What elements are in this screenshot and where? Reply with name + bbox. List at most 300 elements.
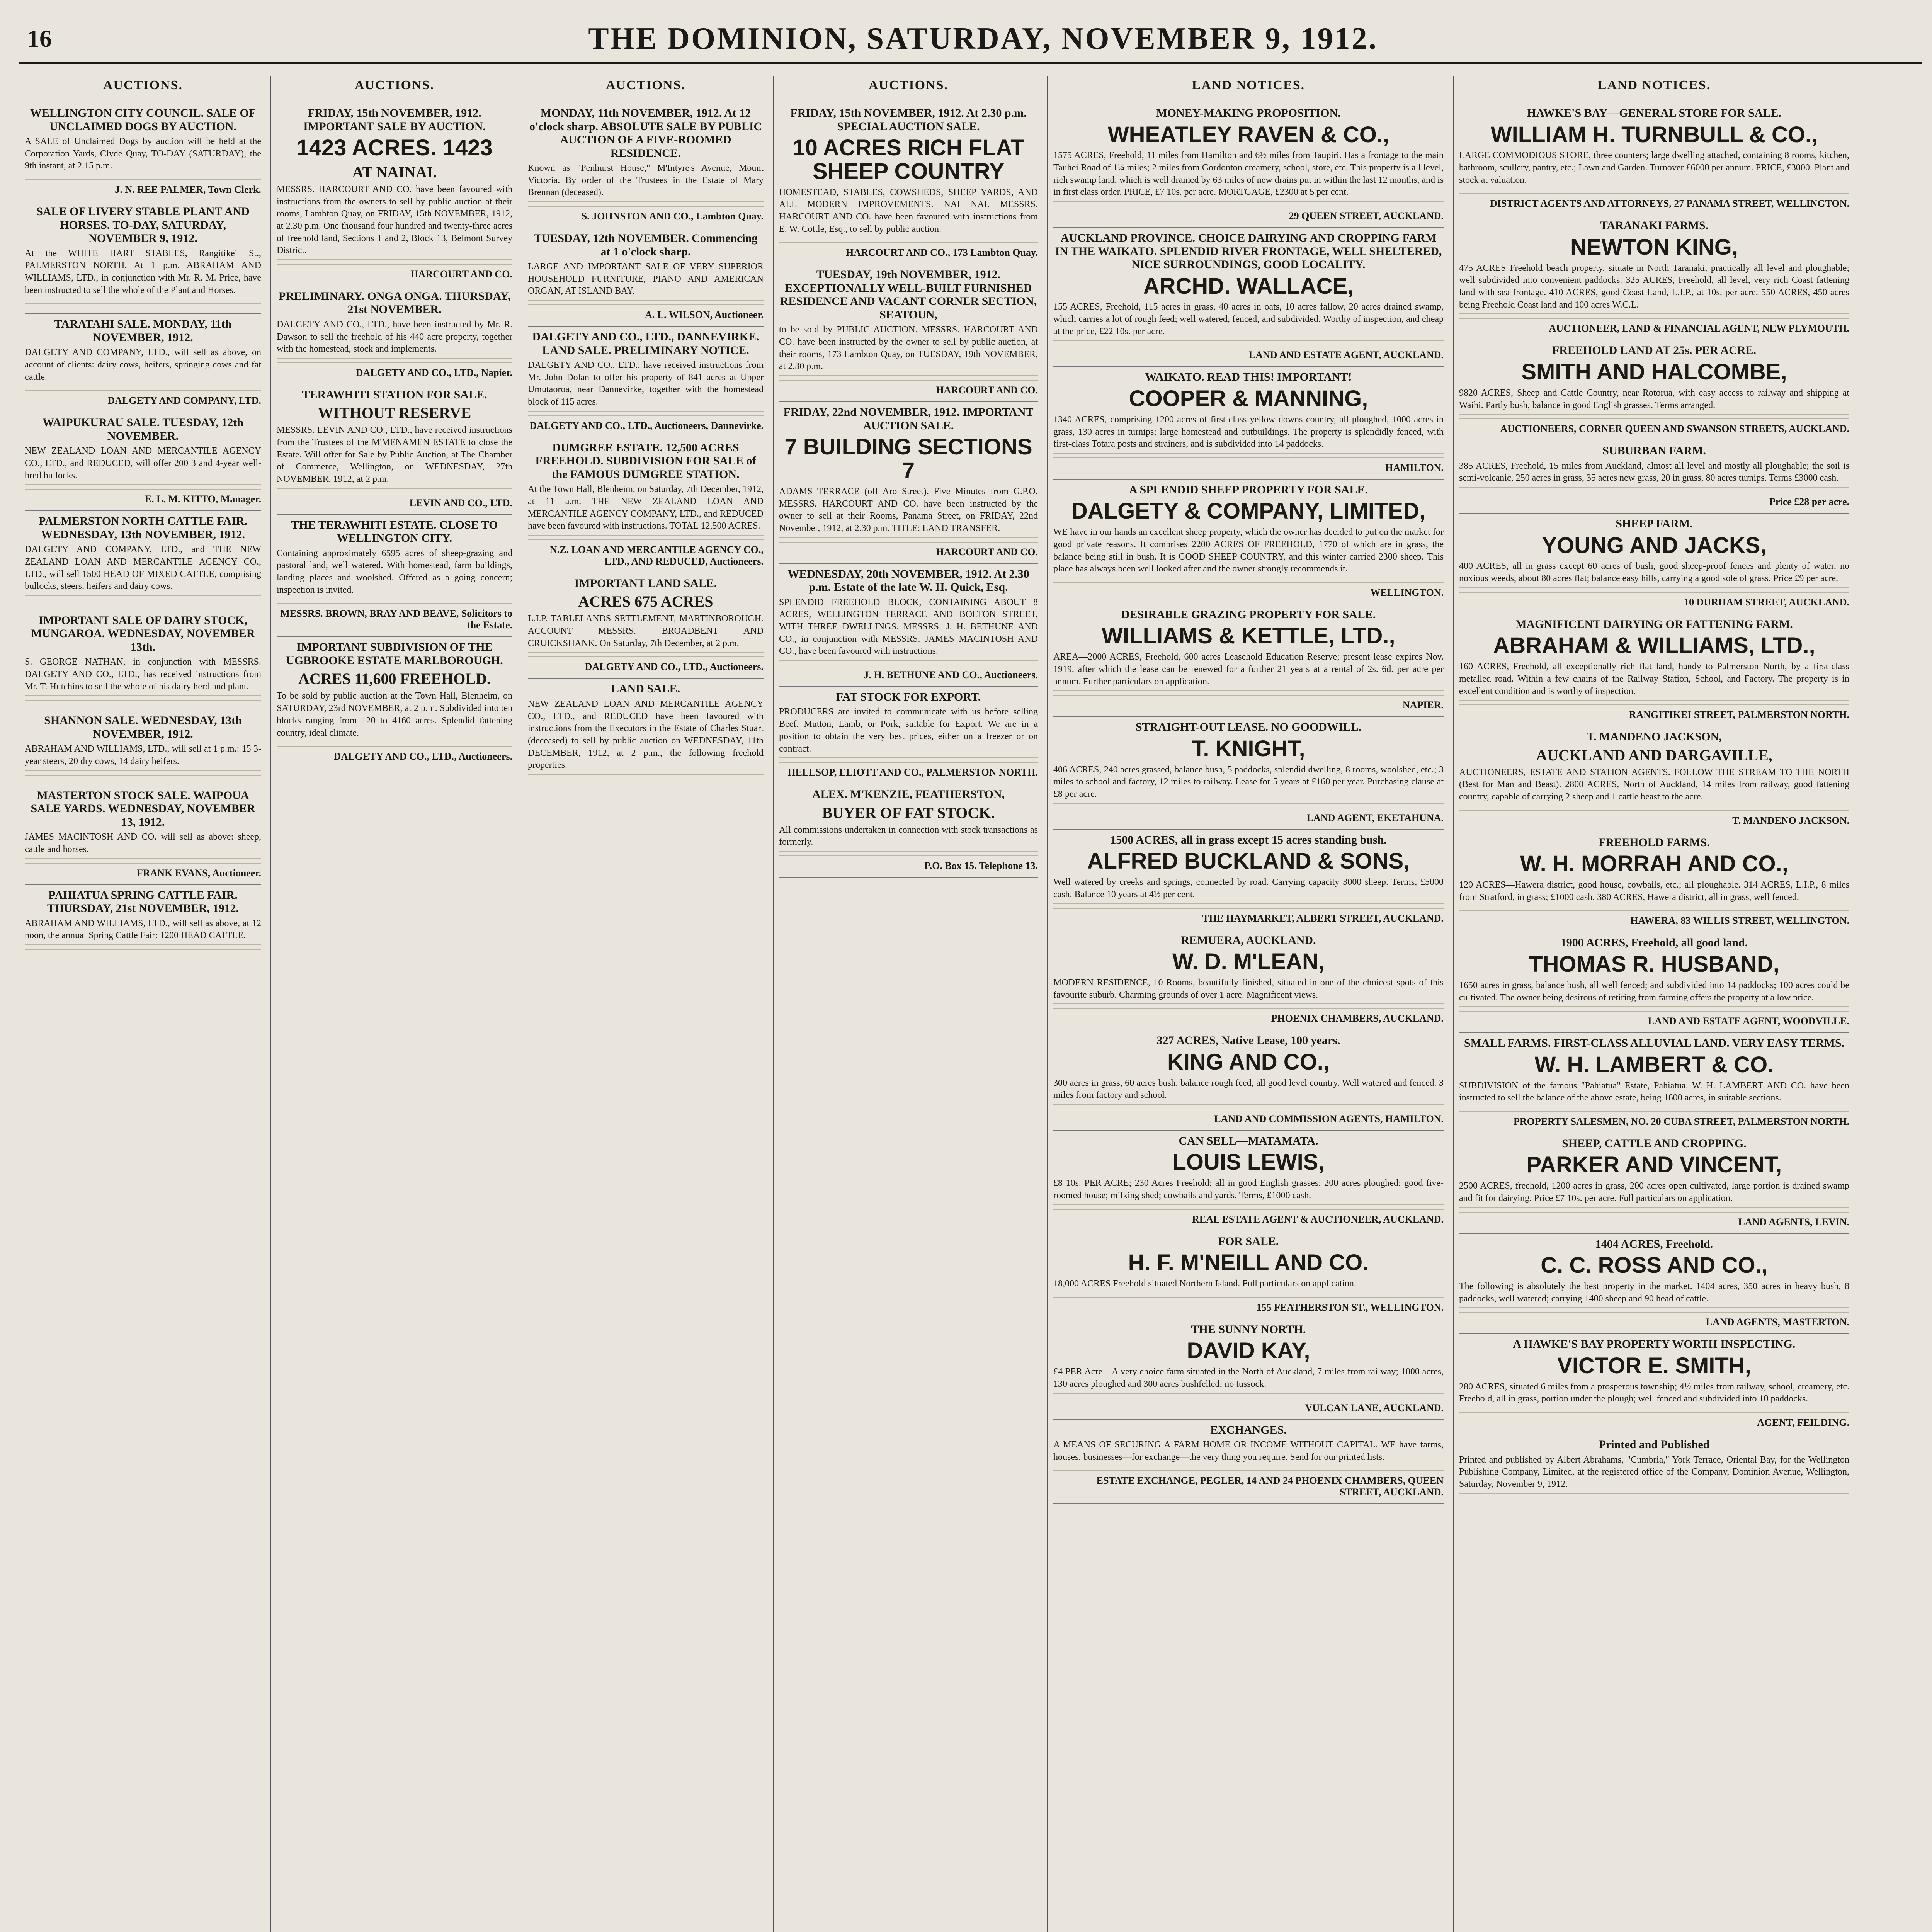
advertisement: [25, 314, 261, 412]
text-lines-decoration: [528, 652, 764, 659]
ad-body: To be sold by public auction at the Town Hall, Blenheim, on SATURDAY, 23rd NOVEMBER, at 2 p.m. Subdivided into ten blocks ranging from 120 to 4160 acres. Splendid fattening country, ideal climate.: [277, 691, 512, 738]
advertisement: [1459, 440, 1849, 514]
ad-body: £8 10s. PER ACRE; 230 Acres Freehold; all in good English grasses; 200 acres ploughed; good five-roomed house; milking shed; cowbails and yards. Terms, £1000 cash.: [1053, 1178, 1444, 1201]
ad-display-name: ALFRED BUCKLAND & SONS,: [1087, 849, 1410, 874]
ad-footer: PHOENIX CHAMBERS, AUCKLAND.: [1271, 1013, 1444, 1024]
ad-body: 1575 ACRES, Freehold, 11 miles from Hamilton and 6½ miles from Taupiri. Has a frontage to the main Tauhei Road of 1¼ miles; 2 miles from Gordonton creamery, school, store, etc. This property is all level, rich swamp land, which is well drained by 63 miles of new drains put in within the last 12 months, and is in first class order. PRICE, £7 10s. per acre. MORTGAGE, £2300 at 5 per cent.: [1053, 150, 1444, 197]
text-lines-decoration: [1053, 453, 1444, 460]
ad-footer: HELLSOP, ELIOTT AND CO., PALMERSTON NORTH.: [787, 767, 1038, 778]
ad-display-name: WHEATLEY RAVEN & CO.,: [1107, 122, 1389, 147]
ad-body: DALGETY AND CO., LTD., have been instructed by Mr. R. Dawson to sell the freehold of his 440 acre property, together with the homestead, stock and implements.: [277, 319, 512, 354]
ad-body: DALGETY AND COMPANY, LTD., will sell as above, on account of clients: dairy cows, heifers, springing cows and fat cattle.: [25, 347, 261, 382]
ad-display-name: 7 BUILDING SECTIONS 7: [784, 434, 1032, 483]
advertisement: [1053, 930, 1444, 1031]
text-lines-decoration: [779, 757, 1038, 764]
ad-footer: HARCOURT AND CO.: [936, 546, 1038, 558]
ad-body: MESSRS. LEVIN AND CO., LTD., have received instructions from the Trustees of the M'MENAMEN ESTATE to close the Estate. Will offer for Sale by Public Auction, at The Chamber of Commerce, Wellington, on WEDNESDAY, 27th NOVEMBER, 1912, at 2 p.m.: [277, 425, 512, 485]
advertisement: [1053, 604, 1444, 717]
text-lines-decoration: [277, 742, 512, 748]
advertisement: [277, 103, 512, 286]
column-header: AUCTIONS.: [277, 76, 512, 97]
ad-footer: LEVIN AND CO., LTD.: [409, 497, 512, 509]
ad-heading: 1900 ACRES, Freehold, all good land.: [1560, 936, 1748, 949]
ad-heading: FOR SALE.: [1218, 1235, 1279, 1248]
text-lines-decoration: [277, 599, 512, 605]
ad-heading: MAGNIFICENT DAIRYING OR FATTENING FARM.: [1515, 617, 1793, 631]
ad-subheading: WITHOUT RESERVE: [318, 404, 471, 422]
advertisement: [25, 610, 261, 711]
advertisement: [1053, 830, 1444, 930]
ad-footer: J. N. REE PALMER, Town Clerk.: [115, 184, 261, 196]
advertisement: [779, 564, 1038, 687]
ad-footer: WELLINGTON.: [1370, 587, 1444, 598]
advertisement: [779, 784, 1038, 878]
ad-body: 280 ACRES, situated 6 miles from a prosperous township; 4½ miles from railway, school, creamery, etc. Freehold, all in grass, portion under the plough; well fenced and subdivided into 10 paddocks.: [1459, 1381, 1849, 1404]
ad-body: SUBDIVISION of the famous "Pahiatua" Estate, Pahiatua. W. H. LAMBERT AND CO. have been instructed to sell the balance of the above estate, being 1600 acres, in suitable sections.: [1459, 1080, 1849, 1103]
ad-body: L.I.P. TABLELANDS SETTLEMENT, MARTINBOROUGH. ACCOUNT MESSRS. BROADBENT AND CRUICKSHANK. On Saturday, 7th December, at 2 p.m.: [528, 614, 764, 648]
ad-footer: HARCOURT AND CO.: [410, 268, 512, 280]
ad-heading: SALE OF LIVERY STABLE PLANT AND HORSES. TO-DAY, SATURDAY, NOVEMBER 9, 1912.: [36, 205, 250, 245]
ad-body: ADAMS TERRACE (off Aro Street). Five Minutes from G.P.O. MESSRS. HARCOURT AND CO. have been instructed by the owner to sell at their Rooms, Panama Street, on FRIDAY, 22nd November, 1912, at 2.30 p.m. TITLE: LAND TRANSFER.: [779, 486, 1038, 533]
ad-footer: AUCTIONEERS, CORNER QUEEN AND SWANSON STREETS, AUCKLAND.: [1500, 423, 1849, 435]
ad-display-name: LOUIS LEWIS,: [1172, 1150, 1325, 1175]
text-lines-decoration: [277, 488, 512, 495]
ad-heading: IMPORTANT LAND SALE.: [574, 577, 717, 590]
ad-heading: SMALL FARMS. FIRST-CLASS ALLUVIAL LAND. VERY EASY TERMS.: [1464, 1037, 1845, 1050]
ad-subheading: BUYER OF FAT STOCK.: [822, 804, 995, 821]
ad-body: SPLENDID FREEHOLD BLOCK, CONTAINING ABOUT 8 ACRES, WELLINGTON TERRACE AND BOLTON STREET, WITH THREE DWELLINGS. MESSRS. J. H. BETHUNE AND CO., in conjunction with MESSRS. JAMES MACINTOSH AND CO., have been favoured with instructions.: [779, 597, 1038, 656]
text-lines-decoration: [25, 944, 261, 951]
ad-heading: MONEY-MAKING PROPOSITION.: [1156, 107, 1341, 119]
ad-footer: DISTRICT AGENTS AND ATTORNEYS, 27 PANAMA STREET, WELLINGTON.: [1490, 198, 1849, 209]
column-5: [1047, 76, 1449, 1932]
ad-heading: TERAWHITI STATION FOR SALE.: [302, 388, 487, 401]
ad-body: to be sold by PUBLIC AUCTION. MESSRS. HARCOURT AND CO. have been instructed by the owner to sell by public auction, at their rooms, 173 Lambton Quay, on TUESDAY, 19th NOVEMBER, at 2.30 p.m.: [779, 325, 1038, 372]
ad-body: HOMESTEAD, STABLES, COWSHEDS, SHEEP YARDS, AND ALL MODERN IMPROVEMENTS. NAI NAI. MESSRS. HARCOURT AND CO. have been favoured with instructions from E. W. Cottle, Esq., to sell by public auction.: [779, 187, 1038, 234]
ad-footer: DALGETY AND CO., LTD., Auctioneers.: [585, 661, 764, 673]
ad-display-name: 10 ACRES RICH FLAT SHEEP COUNTRY: [793, 135, 1024, 184]
advertisement: [25, 412, 261, 511]
text-lines-decoration: [1459, 487, 1849, 494]
ad-body: 475 ACRES Freehold beach property, situate in North Taranaki, practically all level and ploughable; well subdivided into convenient paddocks. 325 ACRES, Freehold, all level, very rich Coast fattening land with sea frontage. 410 ACRES, good Coast Land, L.I.P., at 10s. per acre. 550 ACRES, 450 acres being Freehold Coast land and 100 acres W.C.L.: [1459, 263, 1849, 310]
ad-heading: REMUERA, AUCKLAND.: [1181, 934, 1316, 947]
advertisement: [1459, 1033, 1849, 1133]
ad-body: Known as "Penhurst House," M'Intyre's Avenue, Mount Victoria. By order of the Trustees in the Estate of Mary Brennan (deceased).: [528, 163, 764, 198]
ad-heading: FREEHOLD FARMS.: [1599, 836, 1710, 849]
ad-heading: PAHIATUA SPRING CATTLE FAIR. THURSDAY, 21st NOVEMBER, 1912.: [47, 888, 239, 915]
text-lines-decoration: [25, 484, 261, 491]
text-lines-decoration: [1459, 1408, 1849, 1415]
ad-heading: PALMERSTON NORTH CATTLE FAIR. WEDNESDAY, 13th NOVEMBER, 1912.: [38, 515, 248, 541]
text-lines-decoration: [25, 175, 261, 182]
ad-display-name: WILLIAMS & KETTLE, LTD.,: [1102, 623, 1395, 649]
ad-footer: DALGETY AND CO., LTD., Auctioneers, Dannevirke.: [529, 420, 764, 431]
ad-footer: AGENT, FEILDING.: [1757, 1417, 1849, 1429]
ad-heading: TUESDAY, 19th NOVEMBER, 1912. EXCEPTIONALLY WELL-BUILT FURNISHED RESIDENCE AND VACANT CORNER SECTION, SEATOUN,: [780, 268, 1037, 321]
ad-heading: FRIDAY, 22nd NOVEMBER, 1912. IMPORTANT AUCTION SALE.: [783, 406, 1034, 432]
advertisement: [1053, 103, 1444, 228]
text-lines-decoration: [1053, 903, 1444, 910]
ad-heading: FRIDAY, 15th NOVEMBER, 1912. IMPORTANT SALE BY AUCTION.: [303, 107, 486, 133]
ad-footer: E. L. M. KITTO, Manager.: [145, 493, 261, 505]
ad-footer: AUCTIONEER, LAND & FINANCIAL AGENT, NEW PLYMOUTH.: [1549, 323, 1849, 334]
ad-body: S. GEORGE NATHAN, in conjunction with MESSRS. DALGETY AND CO., LTD., has received instructions from Mr. T. Hutchins to sell the whole of his dairy herd and plant.: [25, 657, 261, 692]
ad-footer: S. JOHNSTON AND CO., Lambton Quay.: [581, 211, 764, 222]
text-lines-decoration: [1459, 189, 1849, 196]
ad-display-name: NEWTON KING,: [1570, 234, 1738, 260]
ad-footer: 29 QUEEN STREET, AUCKLAND.: [1289, 210, 1444, 222]
text-lines-decoration: [1053, 1204, 1444, 1211]
advertisement: [1459, 1234, 1849, 1334]
ad-display-name: ARCHD. WALLACE,: [1143, 273, 1354, 299]
text-lines-decoration: [528, 201, 764, 208]
ad-heading: FAT STOCK FOR EXPORT.: [836, 690, 981, 703]
ad-footer: HAWERA, 83 WILLIS STREET, WELLINGTON.: [1630, 915, 1849, 927]
ad-body: NEW ZEALAND LOAN AND MERCANTILE AGENCY CO., LTD., and REDUCED have been favoured with instructions from the Executors in the Estate of Charles Stuart (deceased) to sell by public auction on WEDNESDAY, 11th DECEMBER, 1912, at 2 p.m., the following freehold properties.: [528, 699, 764, 770]
column-4: [773, 76, 1043, 1932]
ad-body: At the Town Hall, Blenheim, on Saturday, 7th December, 1912, at 11 a.m. THE NEW ZEALAND LOAN AND MERCANTILE AGENCY COMPANY, LTD., and REDUCED have been favoured with instructions. TOTAL 12,500 ACRES.: [528, 484, 764, 531]
ad-display-name: DALGETY & COMPANY, LIMITED,: [1071, 498, 1426, 524]
ad-heading: FRIDAY, 15th NOVEMBER, 1912. At 2.30 p.m. SPECIAL AUCTION SALE.: [790, 107, 1027, 133]
text-lines-decoration: [779, 375, 1038, 382]
ad-display-name: W. H. MORRAH AND CO.,: [1520, 851, 1788, 877]
ad-heading: THE TERAWHITI ESTATE. CLOSE TO WELLINGTON CITY.: [291, 518, 498, 545]
advertisement: [1459, 514, 1849, 614]
text-lines-decoration: [25, 595, 261, 602]
advertisement: [1459, 832, 1849, 933]
ad-heading: WEDNESDAY, 20th NOVEMBER, 1912. At 2.30 p.m. Estate of the late W. H. Quick, Esq.: [787, 567, 1029, 594]
ad-heading: WELLINGTON CITY COUNCIL. SALE OF UNCLAIMED DOGS BY AUCTION.: [30, 107, 256, 133]
advertisement: [25, 201, 261, 314]
ad-body: MODERN RESIDENCE, 10 Rooms, beautifully finished, situated in one of the choicest spots of this favourite suburb. Charming grounds of over 1 acre. Magnificent views.: [1053, 977, 1444, 1000]
ad-body: At the WHITE HART STABLES, Rangitikei St., PALMERSTON NORTH. At 1 p.m. ABRAHAM AND WILLIAMS, LTD., in conjunction with Mr. R. M. Price, have been instructed to sell the whole of the Plant and Horses.: [25, 248, 261, 295]
ad-body: LARGE AND IMPORTANT SALE OF VERY SUPERIOR HOUSEHOLD FURNITURE, PIANO AND AMERICAN ORGAN, AT ISLAND BAY.: [528, 262, 764, 296]
ad-heading: STRAIGHT-OUT LEASE. NO GOODWILL.: [1135, 721, 1362, 734]
text-lines-decoration: [1053, 803, 1444, 810]
text-lines-decoration: [1053, 1393, 1444, 1400]
text-lines-decoration: [528, 411, 764, 418]
text-lines-decoration: [25, 858, 261, 865]
text-lines-decoration: [779, 238, 1038, 245]
ad-footer: N.Z. LOAN AND MERCANTILE AGENCY CO., LTD., AND REDUCED, Auctioneers.: [549, 544, 764, 567]
ad-footer: HARCOURT AND CO.: [936, 384, 1038, 396]
ad-footer: LAND AND ESTATE AGENT, WOODVILLE.: [1648, 1015, 1849, 1027]
advertisement: [1459, 614, 1849, 726]
column-2: [270, 76, 518, 1932]
ad-heading: ALEX. M'KENZIE, FEATHERSTON,: [812, 788, 1005, 801]
ad-body: 160 ACRES, Freehold, all exceptionally rich flat land, handy to Palmerston North, by a first-class metalled road. Within a few chains of the Railway Station, School, and Factory. The property is in excellent condition and is worthy of inspection.: [1459, 662, 1849, 696]
ad-subheading: ACRES 675 ACRES: [578, 593, 713, 611]
advertisement: [528, 573, 764, 679]
text-lines-decoration: [277, 259, 512, 266]
ad-subheading: ACRES 11,600 FREEHOLD.: [298, 670, 491, 688]
text-lines-decoration: [1053, 1104, 1444, 1111]
text-lines-decoration: [528, 300, 764, 307]
ad-heading: T. MANDENO JACKSON,: [1587, 730, 1722, 743]
text-lines-decoration: [779, 660, 1038, 667]
column-header: AUCTIONS.: [25, 76, 261, 97]
ad-heading: DESIRABLE GRAZING PROPERTY FOR SALE.: [1121, 608, 1376, 621]
advertisement: [25, 103, 261, 201]
ad-footer: VULCAN LANE, AUCKLAND.: [1305, 1402, 1444, 1413]
ad-footer: HAMILTON.: [1385, 462, 1444, 473]
ad-body: DALGETY AND CO., LTD., have received instructions from Mr. John Dolan to offer his property of 841 acres at Upper Umutaoroa, near Dannevirke, together with the homestead block of 115 acres.: [528, 360, 764, 407]
column-6: [1453, 76, 1855, 1932]
text-lines-decoration: [1459, 1493, 1849, 1500]
ad-display-name: W. D. M'LEAN,: [1172, 949, 1325, 975]
ad-body: 1340 ACRES, comprising 1200 acres of first-class yellow downs country, all ploughed, 1000 acres in grass, 130 acres in turnips; large homestead and outbuildings. The property is splendidly fenced, with first-class Totara posts and strainers, and is subdivided into 14 paddocks.: [1053, 414, 1444, 449]
text-lines-decoration: [1459, 1307, 1849, 1314]
text-lines-decoration: [1053, 1466, 1444, 1473]
ad-body: A SALE of Unclaimed Dogs by auction will be held at the Corporation Yards, Clyde Quay, TO-DAY (SATURDAY), the 9th instant, at 2.15 p.m.: [25, 136, 261, 171]
ad-body: A MEANS OF SECURING A FARM HOME OR INCOME WITHOUT CAPITAL. WE have farms, houses, businesses—for exchange—the very thing you require. Send for our printed lists.: [1053, 1440, 1444, 1462]
ad-heading: FREEHOLD LAND AT 25s. PER ACRE.: [1552, 344, 1757, 357]
text-lines-decoration: [1459, 1207, 1849, 1214]
ad-display-name: VICTOR E. SMITH,: [1557, 1353, 1751, 1378]
text-lines-decoration: [1459, 906, 1849, 913]
ad-display-name: C. C. ROSS AND CO.,: [1541, 1253, 1768, 1278]
text-lines-decoration: [779, 537, 1038, 544]
ad-display-name: PARKER AND VINCENT,: [1526, 1152, 1782, 1178]
ad-display-name: H. F. M'NEILL AND CO.: [1128, 1250, 1369, 1276]
ad-body: 155 ACRES, Freehold, 115 acres in grass, 40 acres in oats, 10 acres fallow, 20 acres drained swamp, which carries a lot of rough feed; well watered, fenced, and subdivided. Worthy of inspection, and cheap at the price, £22 10s. per acre.: [1053, 302, 1444, 337]
ad-heading: CAN SELL—MATAMATA.: [1179, 1134, 1318, 1147]
ad-body: 1650 acres in grass, balance bush, all well fenced; and subdivided into 14 paddocks; 100 acres could be cultivated. The owner being desirous of retiring from farming offers the property at a low price.: [1459, 980, 1849, 1003]
advertisement: [1053, 480, 1444, 604]
text-lines-decoration: [25, 695, 261, 702]
text-lines-decoration: [1459, 414, 1849, 421]
ad-body: 18,000 ACRES Freehold situated Northern Island. Full particulars on application.: [1053, 1279, 1356, 1289]
advertisement: [277, 515, 512, 637]
ad-body: All commissions undertaken in connection with stock transactions as formerly.: [779, 825, 1038, 847]
ad-body: 406 ACRES, 240 acres grassed, balance bush, 5 paddocks, splendid dwelling, 8 rooms, woolshed, etc.; 3 miles to school and factory, 12 miles to railway. Lease for 5 years at £160 per year. Purchasing clause at £8 per acre.: [1053, 764, 1444, 799]
advertisement: [1053, 1231, 1444, 1319]
ad-display-name: T. KNIGHT,: [1192, 736, 1305, 761]
text-lines-decoration: [1459, 1107, 1849, 1114]
ad-footer: THE HAYMARKET, ALBERT STREET, AUCKLAND.: [1202, 912, 1444, 924]
ad-footer: NAPIER.: [1402, 699, 1444, 711]
ad-display-name: COOPER & MANNING,: [1129, 386, 1368, 411]
text-lines-decoration: [1459, 700, 1849, 707]
ad-footer: A. L. WILSON, Auctioneer.: [645, 309, 764, 321]
advertisement: [528, 327, 764, 437]
ad-heading: IMPORTANT SALE OF DAIRY STOCK, MUNGAROA. WEDNESDAY, NOVEMBER 13th.: [31, 614, 255, 653]
column-3: [522, 76, 769, 1932]
ad-body: ABRAHAM AND WILLIAMS, LTD., will sell as above, at 12 noon, the annual Spring Cattle Fair: 1200 HEAD CATTLE.: [25, 918, 261, 941]
ad-heading: DALGETY AND CO., LTD., DANNEVIRKE. LAND SALE. PRELIMINARY NOTICE.: [532, 330, 759, 357]
text-lines-decoration: [779, 851, 1038, 858]
text-lines-decoration: [1053, 1293, 1444, 1299]
advertisement: [779, 687, 1038, 784]
ad-heading: MASTERTON STOCK SALE. WAIPOUA SALE YARDS. WEDNESDAY, NOVEMBER 13, 1912.: [31, 789, 255, 828]
ad-footer: PROPERTY SALESMEN, NO. 20 CUBA STREET, PALMERSTON NORTH.: [1513, 1116, 1849, 1127]
ad-heading: 1404 ACRES, Freehold.: [1595, 1237, 1713, 1250]
ad-body: MESSRS. HARCOURT AND CO. have been favoured with instructions from the owners to sell by public auction at their rooms, Lambton Quay, on FRIDAY, 15th NOVEMBER, 1912, at 2.30 p.m. One thousand four hundred and twenty-three acres of freehold land, Sections 1 and 2, Block 13, Belmont Survey District.: [277, 184, 512, 256]
advertisement: [25, 885, 261, 959]
ad-heading: MONDAY, 11th NOVEMBER, 1912. At 12 o'clock sharp. ABSOLUTE SALE BY PUBLIC AUCTION OF A FIVE-ROOMED RESIDENCE.: [529, 107, 762, 160]
advertisement: [1053, 1319, 1444, 1420]
ad-body: Printed and published by Albert Abrahams, "Cumbria," York Terrace, Oriental Bay, for the Wellington Publishing Company, Limited, at the registered office of the Company, Dominion Avenue, Wellington, Saturday, November 9, 1912.: [1459, 1454, 1849, 1489]
column-header: AUCTIONS.: [779, 76, 1038, 97]
ad-heading: 1500 ACRES, all in grass except 15 acres standing bush.: [1110, 833, 1387, 846]
ad-footer: DALGETY AND COMPANY, LTD.: [107, 395, 261, 406]
ad-heading: TARATAHI SALE. MONDAY, 11th NOVEMBER, 1912.: [54, 318, 232, 344]
ad-subheading: AT NAINAI.: [352, 163, 437, 181]
advertisement: [1053, 1131, 1444, 1231]
advertisement: [1459, 726, 1849, 832]
ad-display-name: YOUNG AND JACKS,: [1542, 532, 1767, 558]
ad-display-name: ABRAHAM & WILLIAMS, LTD.,: [1493, 633, 1815, 658]
ad-display-name: 1423 ACRES. 1423: [296, 135, 493, 160]
ad-heading: IMPORTANT SUBDIVISION OF THE UGBROOKE ESTATE MARLBOROUGH.: [286, 641, 503, 667]
ad-footer: FRANK EVANS, Auctioneer.: [136, 867, 261, 879]
text-lines-decoration: [1459, 587, 1849, 594]
advertisement: [1053, 367, 1444, 479]
ad-display-name: W. H. LAMBERT & CO.: [1534, 1052, 1774, 1077]
text-lines-decoration: [277, 358, 512, 365]
ad-footer: 10 DURHAM STREET, AUCKLAND.: [1684, 596, 1849, 608]
ad-display-name: KING AND CO.,: [1167, 1049, 1330, 1075]
text-lines-decoration: [1053, 201, 1444, 208]
ad-footer: ESTATE EXCHANGE, PEGLER, 14 AND 24 PHOENIX CHAMBERS, QUEEN STREET, AUCKLAND.: [1096, 1475, 1444, 1498]
ad-footer: LAND AGENTS, LEVIN.: [1738, 1216, 1849, 1228]
text-lines-decoration: [1053, 690, 1444, 697]
ad-heading: AUCKLAND PROVINCE. CHOICE DAIRYING AND CROPPING FARM IN THE WAIKATO. SPLENDID RIVER FRONTAGE, WELL SHELTERED, NICE SURROUNDINGS, GOOD LOCALITY.: [1055, 231, 1442, 271]
advertisement: [528, 437, 764, 573]
ad-body: AUCTIONEERS, ESTATE AND STATION AGENTS. FOLLOW THE STREAM TO THE NORTH (Best for Man and Beast). 2800 ACRES, North of Auckland, 14 miles from railway, good fattening country, capable of carrying 2 sheep and 1 cattle beast to the acre.: [1459, 767, 1849, 802]
ad-footer: REAL ESTATE AGENT & AUCTIONEER, AUCKLAND.: [1192, 1213, 1444, 1225]
ad-heading: WAIKATO. READ THIS! IMPORTANT!: [1145, 371, 1352, 384]
ad-body: NEW ZEALAND LOAN AND MERCANTILE AGENCY CO., LTD., and REDUCED, will offer 200 3 and 4-year well-bred bullocks.: [25, 446, 261, 481]
ad-body: AREA—2000 ACRES, Freehold, 600 acres Leasehold Education Reserve; present lease expires Nov. 1919, after which the lease can be renewed for a further 21 years at a rental of 2s. 6d. per acre per annum. Further particulars on application.: [1053, 652, 1444, 687]
ad-body: 385 ACRES, Freehold, 15 miles from Auckland, almost all level and mostly all ploughable; the soil is semi-volcanic, 250 acres in grass, 35 acres new grass, 20 in grass, 80 acres turnips. Terms £3000 cash.: [1459, 461, 1849, 483]
advertisement: [25, 785, 261, 885]
advertisement: [1459, 1434, 1849, 1508]
ad-body: 120 ACRES—Hawera district, good house, cowbails, etc.; all ploughable. 314 ACRES, L.I.P., 8 miles from Stratford, in grass; £1000 cash. 380 ACRES, Hawera district, all in grass, well fenced.: [1459, 880, 1849, 902]
ad-heading: TUESDAY, 12th NOVEMBER. Commencing at 1 o'clock sharp.: [534, 232, 758, 258]
columns-grid: [19, 76, 1922, 1932]
advertisement: [528, 679, 764, 789]
ad-display-name: WILLIAM H. TURNBULL & CO.,: [1490, 122, 1818, 147]
column-header: LAND NOTICES.: [1459, 76, 1849, 97]
ad-heading: TARANAKI FARMS.: [1600, 219, 1709, 232]
text-lines-decoration: [25, 770, 261, 777]
ad-footer: DALGETY AND CO., LTD., Auctioneers.: [333, 751, 512, 762]
ad-body: 9820 ACRES, Sheep and Cattle Country, near Rotorua, with easy access to railway and shipping at Waihi. Partly bush, balance in good English grasses. Terms arranged.: [1459, 388, 1849, 410]
advertisement: [1053, 1030, 1444, 1131]
advertisement: [277, 637, 512, 768]
ad-footer: P.O. Box 15. Telephone 13.: [924, 860, 1038, 872]
text-lines-decoration: [25, 386, 261, 393]
ad-footer: 155 FEATHERSTON ST., WELLINGTON.: [1256, 1301, 1444, 1313]
advertisement: [1459, 1133, 1849, 1234]
ad-heading: A HAWKE'S BAY PROPERTY WORTH INSPECTING.: [1513, 1338, 1796, 1351]
text-lines-decoration: [1053, 340, 1444, 347]
ad-heading: SHEEP, CATTLE AND CROPPING.: [1562, 1137, 1747, 1150]
advertisement: [779, 402, 1038, 563]
ad-footer: T. MANDENO JACKSON.: [1732, 815, 1849, 826]
ad-footer: J. H. BETHUNE AND CO., Auctioneers.: [864, 669, 1038, 680]
ad-footer: MESSRS. BROWN, BRAY AND BEAVE, Solicitors to the Estate.: [280, 608, 512, 631]
ad-footer: LAND AGENTS, MASTERTON.: [1706, 1316, 1849, 1328]
advertisement: [1459, 103, 1849, 215]
ad-body: DALGETY AND COMPANY, LTD., and THE NEW ZEALAND LOAN AND MERCANTILE AGENCY CO., LTD., will sell 1500 HEAD OF MIXED CATTLE, comprising bullocks, steers, heifers and dairy cows.: [25, 544, 261, 592]
ad-body: The following is absolutely the best property in the market. 1404 acres, 350 acres in heavy bush, 8 paddocks, well watered; carrying 1400 sheep and 90 head of cattle.: [1459, 1281, 1849, 1304]
advertisement: [277, 286, 512, 384]
page-number: 16: [27, 25, 52, 52]
ad-footer: RANGITIKEI STREET, PALMERSTON NORTH.: [1629, 709, 1849, 721]
advertisement: [1459, 340, 1849, 440]
ad-body: JAMES MACINTOSH AND CO. will sell as above: sheep, cattle and horses.: [25, 832, 261, 854]
ad-heading: WAIPUKURAU SALE. TUESDAY, 12th NOVEMBER.: [43, 416, 243, 442]
advertisement: [779, 103, 1038, 264]
ad-body: WE have in our hands an excellent sheep property, which the owner has decided to put on the market for good private reasons. It comprises 2200 ACRES OF FREEHOLD, 1770 of which are in grass, the balance being still in bush. It is GOOD SHEEP COUNTRY, and this winter carried 2300 sheep. This place has always been well looked after and the owner strongly recommends it.: [1053, 527, 1444, 574]
ad-footer: LAND AND COMMISSION AGENTS, HAMILTON.: [1214, 1113, 1444, 1124]
ad-body: 400 ACRES, all in grass except 60 acres of bush, good sheep-proof fences and plenty of water, no noxious weeds, about 80 acres flat; balance easy hills, carrying a good sole of grass. Price £9 per acre.: [1459, 561, 1849, 584]
ad-subheading: AUCKLAND AND DARGAVILLE,: [1536, 746, 1772, 764]
column-header: AUCTIONS.: [528, 76, 764, 97]
ad-body: PRODUCERS are invited to communicate with us before selling Beef, Mutton, Lamb, or Pork, suitable for Export. We are in a position to obtain the very best prices, either on a freezer or on contract.: [779, 707, 1038, 754]
ad-heading: SHANNON SALE. WEDNESDAY, 13th NOVEMBER, 1912.: [44, 714, 242, 740]
ad-heading: SHEEP FARM.: [1616, 517, 1693, 531]
ad-body: 300 acres in grass, 60 acres bush, balance rough feed, all good level country. Well watered and fenced. 3 miles from factory and school.: [1053, 1078, 1444, 1100]
advertisement: [528, 103, 764, 228]
text-lines-decoration: [528, 774, 764, 781]
ad-footer: DALGETY AND CO., LTD., Napier.: [355, 367, 512, 378]
text-lines-decoration: [1053, 578, 1444, 585]
text-lines-decoration: [1459, 806, 1849, 813]
advertisement: [1459, 215, 1849, 340]
advertisement: [25, 511, 261, 610]
ad-body: Well watered by creeks and springs, connected by road. Carrying capacity 3000 sheep. Terms, £5000 cash. Balance 10 years at 4½ per cent.: [1053, 877, 1444, 900]
advertisement: [1459, 932, 1849, 1033]
ad-body: ABRAHAM AND WILLIAMS, LTD., will sell at 1 p.m.: 15 3-year steers, 20 dry cows, 14 dairy heifers.: [25, 744, 261, 767]
ad-display-name: SMITH AND HALCOMBE,: [1521, 359, 1787, 384]
ad-heading: Printed and Published: [1599, 1438, 1710, 1451]
ad-footer: HARCOURT AND CO., 173 Lambton Quay.: [845, 247, 1038, 259]
advertisement: [25, 710, 261, 785]
newspaper-title: THE DOMINION, SATURDAY, NOVEMBER 9, 1912.: [588, 21, 1378, 56]
advertisement: [528, 228, 764, 327]
advertisement: [1053, 228, 1444, 367]
masthead: [19, 15, 1922, 64]
text-lines-decoration: [1459, 313, 1849, 320]
ad-heading: DUMGREE ESTATE. 12,500 ACRES FREEHOLD. SUBDIVISION FOR SALE of the FAMOUS DUMGREE STATION.: [535, 441, 756, 481]
advertisement: [277, 384, 512, 515]
ad-heading: A SPLENDID SHEEP PROPERTY FOR SALE.: [1129, 483, 1368, 496]
column-header: LAND NOTICES.: [1053, 76, 1444, 97]
advertisement: [779, 264, 1038, 402]
advertisement: [1053, 717, 1444, 829]
text-lines-decoration: [25, 299, 261, 306]
text-lines-decoration: [1053, 1003, 1444, 1010]
ad-heading: THE SUNNY NORTH.: [1191, 1323, 1306, 1336]
ad-heading: EXCHANGES.: [1210, 1423, 1287, 1436]
ad-body: LARGE COMMODIOUS STORE, three counters; large dwelling attached, containing 8 rooms, kitchen, bathroom, scullery, pantry, etc.; Lawn and Garden. Turnover £6000 per annum. PRICE, £3000. Plant and stock at valuation.: [1459, 150, 1849, 185]
ad-heading: LAND SALE.: [611, 682, 680, 696]
column-1: [19, 76, 267, 1932]
ad-body: Containing approximately 6595 acres of sheep-grazing and pastoral land, well watered. With homestead, farm buildings, landing places and woolshed. Offered as a going concern; inspection is invited.: [277, 548, 512, 595]
text-lines-decoration: [528, 535, 764, 542]
ad-heading: 327 ACRES, Native Lease, 100 years.: [1156, 1034, 1340, 1047]
ad-body: £4 PER Acre—A very choice farm situated in the North of Auckland, 7 miles from railway; 1000 acres, 130 acres ploughed and 300 acres bushfelled; no tussock.: [1053, 1367, 1444, 1389]
text-lines-decoration: [1459, 1006, 1849, 1013]
ad-body: 2500 ACRES, freehold, 1200 acres in grass, 200 acres open cultivated, large portion is drained swamp and fit for dairying. Price £7 10s. per acre. Full particulars on application.: [1459, 1181, 1849, 1203]
ad-footer: LAND AGENT, EKETAHUNA.: [1306, 812, 1444, 823]
ad-heading: PRELIMINARY. ONGA ONGA. THURSDAY, 21st NOVEMBER.: [278, 289, 511, 316]
advertisement: [1459, 1334, 1849, 1434]
ad-display-name: DAVID KAY,: [1187, 1338, 1310, 1364]
